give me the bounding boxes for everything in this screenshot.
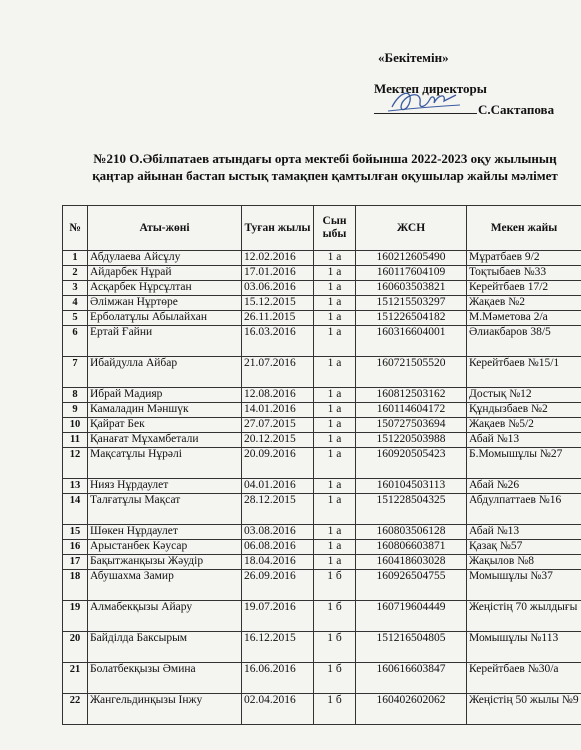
cell-address: Әлиакбаров 38/5 (467, 326, 581, 357)
director-name: С.Сактапова (478, 102, 555, 117)
cell-address: Керейтбаев 17/2 (467, 281, 581, 296)
cell-birthdate: 26.09.2016 (242, 570, 314, 601)
cell-name: Мақсатұлы Нұрәлі (88, 448, 242, 479)
cell-name: Ибайдулла Айбар (88, 357, 242, 388)
document-title: №210 О.Әбілпатаев атындағы орта мектебі бойынша 2022-2023 оқу жылының қаңтар айынан бастап ыстық тамақпен қамтылған оқушылар жайлы мәлімет (92, 151, 558, 183)
cell-birthdate: 12.02.2016 (242, 251, 314, 266)
cell-class: 1 а (314, 433, 356, 448)
cell-name: Талғатұлы Мақсат (88, 494, 242, 525)
col-iin-header: ЖСН (356, 206, 467, 251)
table-row (63, 326, 581, 357)
cell-birthdate: 19.07.2016 (242, 601, 314, 632)
cell-number: 15 (63, 525, 88, 540)
cell-name: Әлімжан Нұртөре (88, 296, 242, 311)
cell-birthdate: 16.06.2016 (242, 663, 314, 694)
cell-address: Абай №13 (467, 525, 581, 540)
cell-iin: 150727503694 (356, 418, 467, 433)
cell-number: 22 (63, 694, 88, 725)
cell-class: 1 а (314, 296, 356, 311)
cell-number: 21 (63, 663, 88, 694)
table-row (63, 601, 581, 632)
cell-number: 9 (63, 403, 88, 418)
cell-class: 1 б (314, 663, 356, 694)
cell-class: 1 а (314, 388, 356, 403)
cell-birthdate: 20.12.2015 (242, 433, 314, 448)
cell-address: Момышұлы №37 (467, 570, 581, 601)
cell-name: Асқарбек Нұрсұлтан (88, 281, 242, 296)
cell-iin: 160418603028 (356, 555, 467, 570)
approve-label: «Бекітемін» (378, 50, 449, 65)
cell-number: 12 (63, 448, 88, 479)
table-row (63, 266, 581, 281)
table-row (63, 418, 581, 433)
cell-birthdate: 12.08.2016 (242, 388, 314, 403)
col-class-header: Сын ыбы (314, 206, 356, 251)
table-row (63, 251, 581, 266)
cell-address: Жеңістің 70 жылдығы (467, 601, 581, 632)
handwritten-signature (386, 85, 466, 119)
cell-iin: 151226504182 (356, 311, 467, 326)
table-row (63, 296, 581, 311)
cell-class: 1 б (314, 694, 356, 725)
cell-address: М.Мәметова 2/а (467, 311, 581, 326)
table-row (63, 663, 581, 694)
cell-iin: 151215503297 (356, 296, 467, 311)
table-row (63, 525, 581, 540)
table-row (63, 632, 581, 663)
cell-birthdate: 18.04.2016 (242, 555, 314, 570)
cell-address: Достық №12 (467, 388, 581, 403)
cell-iin: 160104503113 (356, 479, 467, 494)
cell-iin: 151228504325 (356, 494, 467, 525)
cell-name: Абушахма Замир (88, 570, 242, 601)
table-row (63, 540, 581, 555)
cell-number: 3 (63, 281, 88, 296)
cell-class: 1 а (314, 448, 356, 479)
cell-name: Қанағат Мұхамбетали (88, 433, 242, 448)
cell-birthdate: 21.07.2016 (242, 357, 314, 388)
cell-address: Керейтбаев №15/1 (467, 357, 581, 388)
cell-class: 1 а (314, 311, 356, 326)
cell-birthdate: 02.04.2016 (242, 694, 314, 725)
cell-birthdate: 03.06.2016 (242, 281, 314, 296)
cell-address: Қазақ №57 (467, 540, 581, 555)
table-row (63, 403, 581, 418)
cell-address: Момышұлы №113 (467, 632, 581, 663)
table-row (63, 388, 581, 403)
cell-birthdate: 16.12.2015 (242, 632, 314, 663)
table-row (63, 357, 581, 388)
cell-iin: 160316604001 (356, 326, 467, 357)
cell-address: Керейтбаев №30/а (467, 663, 581, 694)
cell-address: Абай №26 (467, 479, 581, 494)
cell-class: 1 а (314, 251, 356, 266)
cell-address: Жақаев №2 (467, 296, 581, 311)
cell-iin: 160920505423 (356, 448, 467, 479)
cell-birthdate: 20.09.2016 (242, 448, 314, 479)
cell-class: 1 а (314, 494, 356, 525)
cell-class: 1 а (314, 555, 356, 570)
cell-number: 18 (63, 570, 88, 601)
col-birthdate-header: Туған жылы (242, 206, 314, 251)
cell-address: Құндызбаев №2 (467, 403, 581, 418)
cell-class: 1 б (314, 570, 356, 601)
cell-address: Жақаев №5/2 (467, 418, 581, 433)
cell-number: 10 (63, 418, 88, 433)
cell-class: 1 а (314, 281, 356, 296)
table-row (63, 494, 581, 525)
cell-address: Абдулпаттаев №16 (467, 494, 581, 525)
cell-birthdate: 06.08.2016 (242, 540, 314, 555)
cell-class: 1 а (314, 357, 356, 388)
table-row (63, 433, 581, 448)
cell-class: 1 б (314, 601, 356, 632)
cell-address: Б.Момышұлы №27 (467, 448, 581, 479)
cell-birthdate: 16.03.2016 (242, 326, 314, 357)
table-header-row (63, 206, 581, 251)
cell-iin: 160616603847 (356, 663, 467, 694)
table-row (63, 479, 581, 494)
col-name-header: Аты-жөні (88, 206, 242, 251)
cell-iin: 160603503821 (356, 281, 467, 296)
cell-iin: 160812503162 (356, 388, 467, 403)
cell-birthdate: 17.01.2016 (242, 266, 314, 281)
cell-name: Камаладин Мәншүк (88, 403, 242, 418)
cell-name: Қайрат Бек (88, 418, 242, 433)
cell-address: Абай №13 (467, 433, 581, 448)
cell-number: 11 (63, 433, 88, 448)
cell-number: 7 (63, 357, 88, 388)
cell-name: Абдулаева Айсұлу (88, 251, 242, 266)
cell-class: 1 а (314, 418, 356, 433)
cell-number: 1 (63, 251, 88, 266)
cell-name: Айдарбек Нұрай (88, 266, 242, 281)
cell-address: Жақылов №8 (467, 555, 581, 570)
cell-number: 2 (63, 266, 88, 281)
cell-birthdate: 28.12.2015 (242, 494, 314, 525)
cell-iin: 160117604109 (356, 266, 467, 281)
cell-birthdate: 03.08.2016 (242, 525, 314, 540)
cell-number: 17 (63, 555, 88, 570)
cell-iin: 160719604449 (356, 601, 467, 632)
table-row (63, 448, 581, 479)
cell-number: 16 (63, 540, 88, 555)
cell-name: Байділда Баксырым (88, 632, 242, 663)
cell-birthdate: 14.01.2016 (242, 403, 314, 418)
cell-birthdate: 04.01.2016 (242, 479, 314, 494)
table-body (63, 251, 581, 725)
cell-class: 1 а (314, 403, 356, 418)
cell-name: Шөкен Нұрдаулет (88, 525, 242, 540)
cell-number: 19 (63, 601, 88, 632)
cell-iin: 160721505520 (356, 357, 467, 388)
table-row (63, 694, 581, 725)
cell-name: Жангельдинқызы Інжу (88, 694, 242, 725)
cell-iin: 151216504805 (356, 632, 467, 663)
director-position: Мектеп директоры (374, 81, 487, 96)
cell-name: Ерболатұлы Абылайхан (88, 311, 242, 326)
cell-number: 14 (63, 494, 88, 525)
cell-class: 1 б (314, 632, 356, 663)
cell-number: 20 (63, 632, 88, 663)
cell-iin: 151220503988 (356, 433, 467, 448)
cell-name: Бақытжанқызы Жәудір (88, 555, 242, 570)
cell-number: 6 (63, 326, 88, 357)
students-table (62, 205, 581, 725)
cell-class: 1 а (314, 540, 356, 555)
cell-birthdate: 26.11.2015 (242, 311, 314, 326)
table-row (63, 281, 581, 296)
table-row (63, 555, 581, 570)
table-row (63, 570, 581, 601)
col-address-header: Мекен жайы (467, 206, 581, 251)
cell-iin: 160402602062 (356, 694, 467, 725)
cell-name: Болатбекқызы Әмина (88, 663, 242, 694)
cell-name: Арыстанбек Кәусар (88, 540, 242, 555)
cell-iin: 160114604172 (356, 403, 467, 418)
cell-name: Алмабекқызы Айару (88, 601, 242, 632)
cell-birthdate: 15.12.2015 (242, 296, 314, 311)
cell-class: 1 а (314, 525, 356, 540)
cell-iin: 160806603871 (356, 540, 467, 555)
cell-number: 4 (63, 296, 88, 311)
cell-name: Ибрай Мадияр (88, 388, 242, 403)
cell-birthdate: 27.07.2015 (242, 418, 314, 433)
cell-number: 13 (63, 479, 88, 494)
cell-address: Тоқтыбаев №33 (467, 266, 581, 281)
cell-name: Нияз Нұрдаулет (88, 479, 242, 494)
cell-iin: 160926504755 (356, 570, 467, 601)
cell-iin: 160212605490 (356, 251, 467, 266)
cell-class: 1 а (314, 266, 356, 281)
cell-class: 1 а (314, 479, 356, 494)
cell-address: Мұратбаев 9/2 (467, 251, 581, 266)
cell-name: Ертай Ғайни (88, 326, 242, 357)
cell-address: Жеңістің 50 жылы №9 (467, 694, 581, 725)
table-row (63, 311, 581, 326)
cell-number: 8 (63, 388, 88, 403)
cell-iin: 160803506128 (356, 525, 467, 540)
cell-number: 5 (63, 311, 88, 326)
cell-class: 1 а (314, 326, 356, 357)
col-number-header: № (63, 206, 88, 251)
